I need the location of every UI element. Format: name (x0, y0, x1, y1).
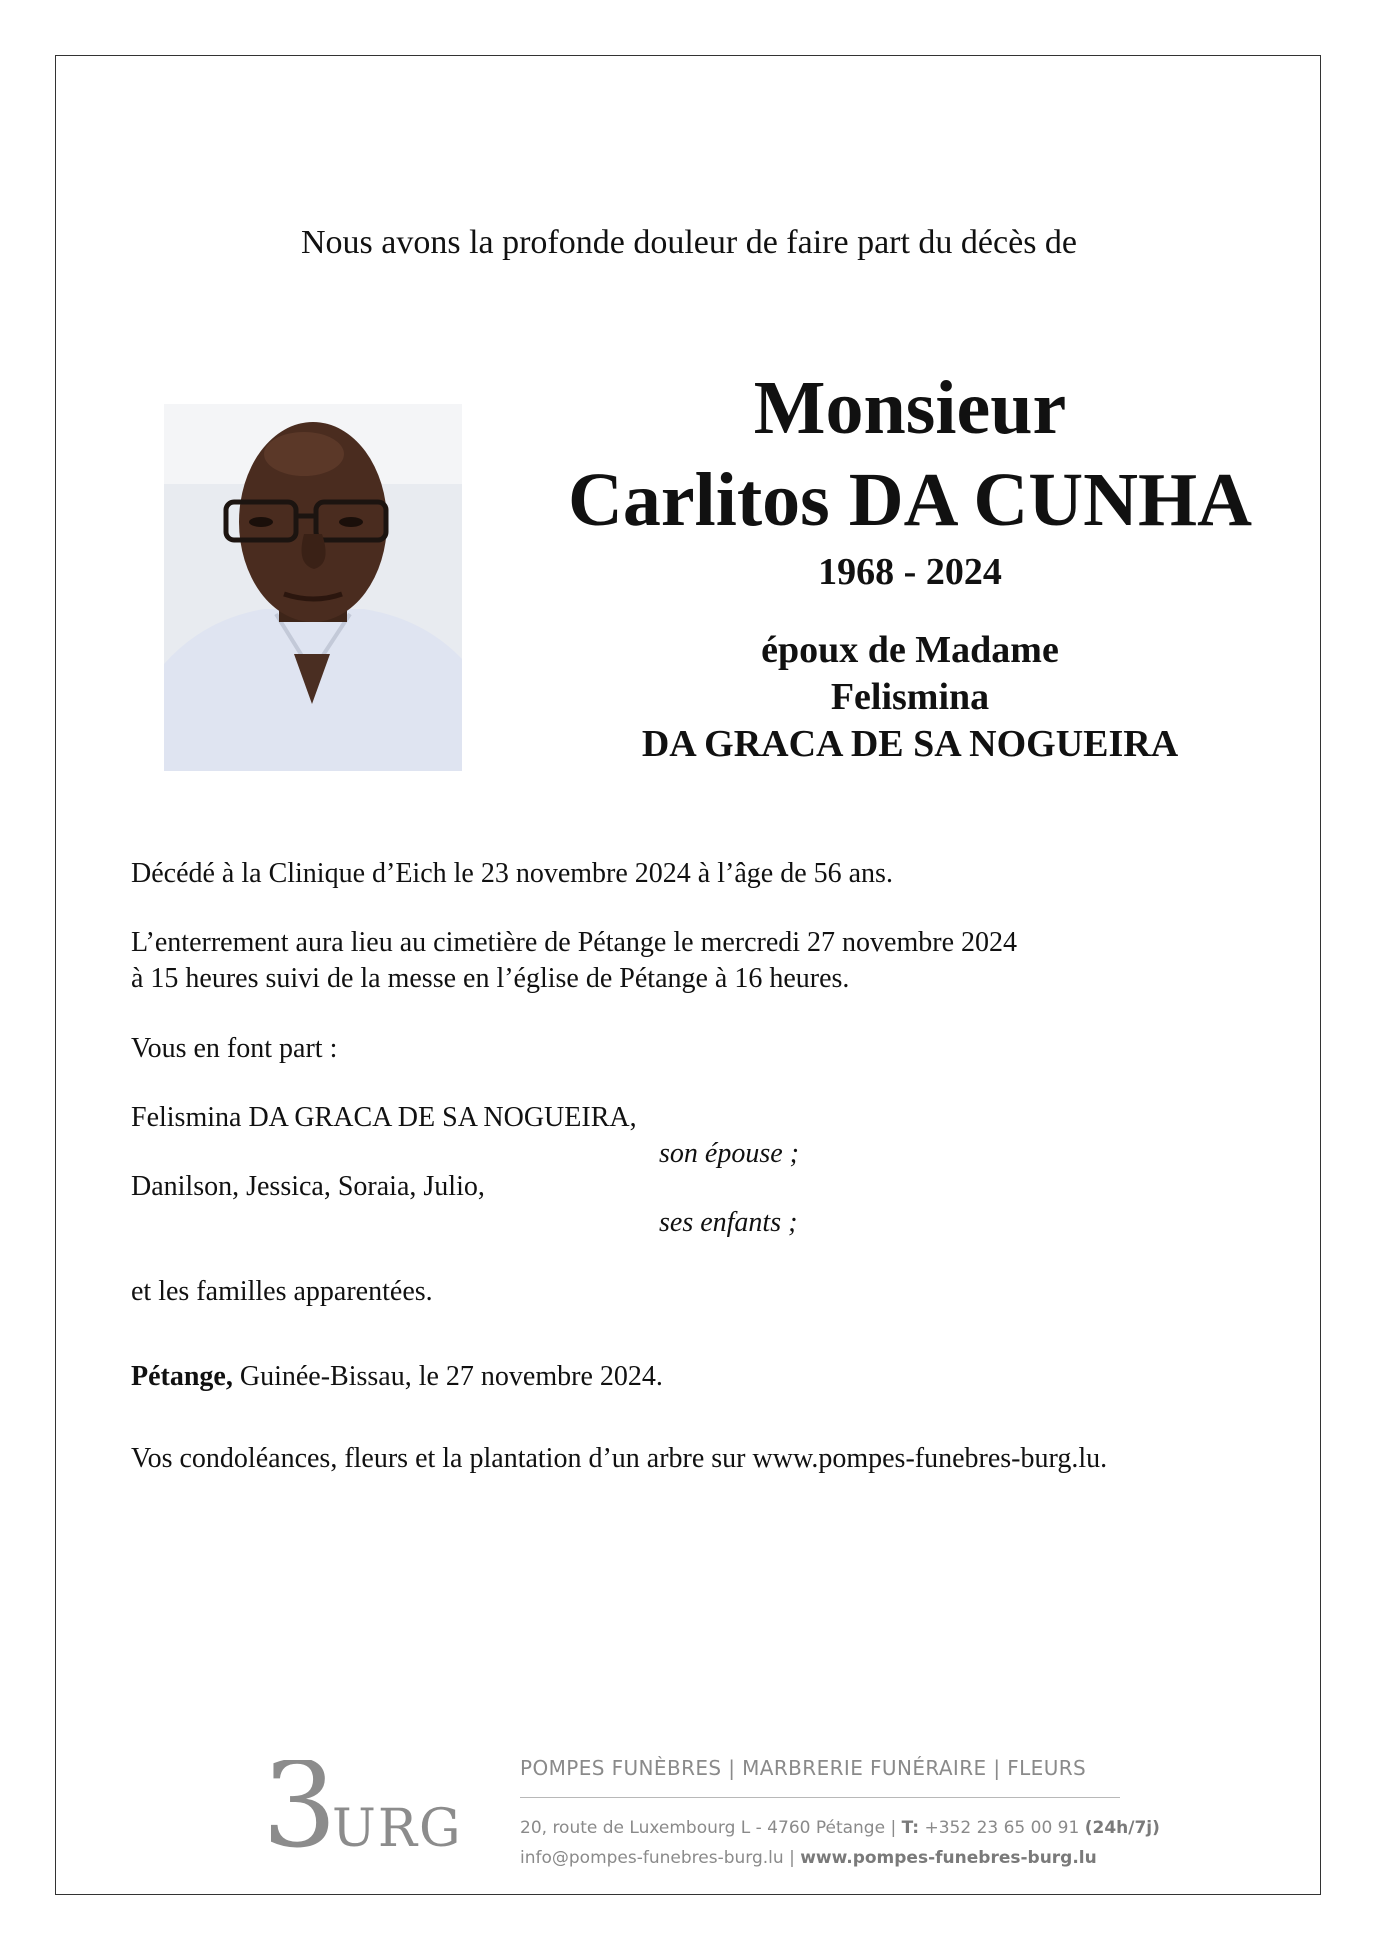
services-list: POMPES FUNÈBRES | MARBRERIE FUNÉRAIRE | FLEURS (520, 1756, 1087, 1780)
phone-hours: (24h/7j) (1084, 1818, 1160, 1838)
svg-text:URG: URG (332, 1799, 462, 1856)
relatives-line: et les familles apparentées. (131, 1276, 433, 1307)
address-phone-line (520, 1818, 1160, 1838)
portrait-photo (164, 404, 462, 771)
family-names-children: Danilson, Jessica, Soraia, Julio, (131, 1171, 485, 1202)
deceased-title: Monsieur (753, 366, 1067, 450)
email-link[interactable]: info@pompes-funebres-burg.lu | (520, 1848, 801, 1868)
deceased-name: Carlitos DA CUNHA (568, 458, 1252, 542)
website-link[interactable]: www.pompes-funebres-burg.lu (800, 1848, 1097, 1868)
intro-text: Nous avons la profonde douleur de faire part du décès de (300, 224, 1078, 261)
family-relation-children: ses enfants ; (659, 1207, 798, 1238)
spouse-line-2: Felismina (830, 676, 990, 718)
life-years: 1968 - 2024 (818, 551, 1002, 593)
place-date-line (131, 1359, 663, 1395)
burg-logo (262, 1760, 462, 1856)
burial-line-1: L’enterrement aura lieu au cimetière de Pétange le mercredi 27 novembre 2024 (131, 927, 1018, 958)
address: 20, route de Luxembourg L - 4760 Pétange | (520, 1818, 902, 1838)
spouse-line-3: DA GRACA DE SA NOGUEIRA (641, 723, 1179, 765)
condolences-line: Vos condoléances, fleurs et la plantation d’un arbre sur www.pompes-funebres-burg.lu. (131, 1443, 1108, 1474)
death-notice: Décédé à la Clinique d’Eich le 23 novembre 2024 à l’âge de 56 ans. (131, 858, 893, 889)
place-name: Pétange, (131, 1361, 233, 1392)
svg-text:3: 3 (262, 1760, 338, 1856)
email-web-line (520, 1848, 1097, 1868)
phone-number: +352 23 65 00 91 (919, 1818, 1085, 1838)
footer-divider (520, 1797, 1120, 1798)
family-names-spouse: Felismina DA GRACA DE SA NOGUEIRA, (131, 1102, 637, 1133)
notify-heading: Vous en font part : (131, 1033, 338, 1064)
burial-line-2: à 15 heures suivi de la messe en l’église de Pétange à 16 heures. (131, 963, 850, 994)
family-relation-spouse: son épouse ; (659, 1138, 799, 1169)
spouse-line-1: époux de Madame (761, 629, 1059, 671)
phone-label: T: (901, 1818, 920, 1838)
place-date: Guinée-Bissau, le 27 novembre 2024. (232, 1361, 663, 1392)
